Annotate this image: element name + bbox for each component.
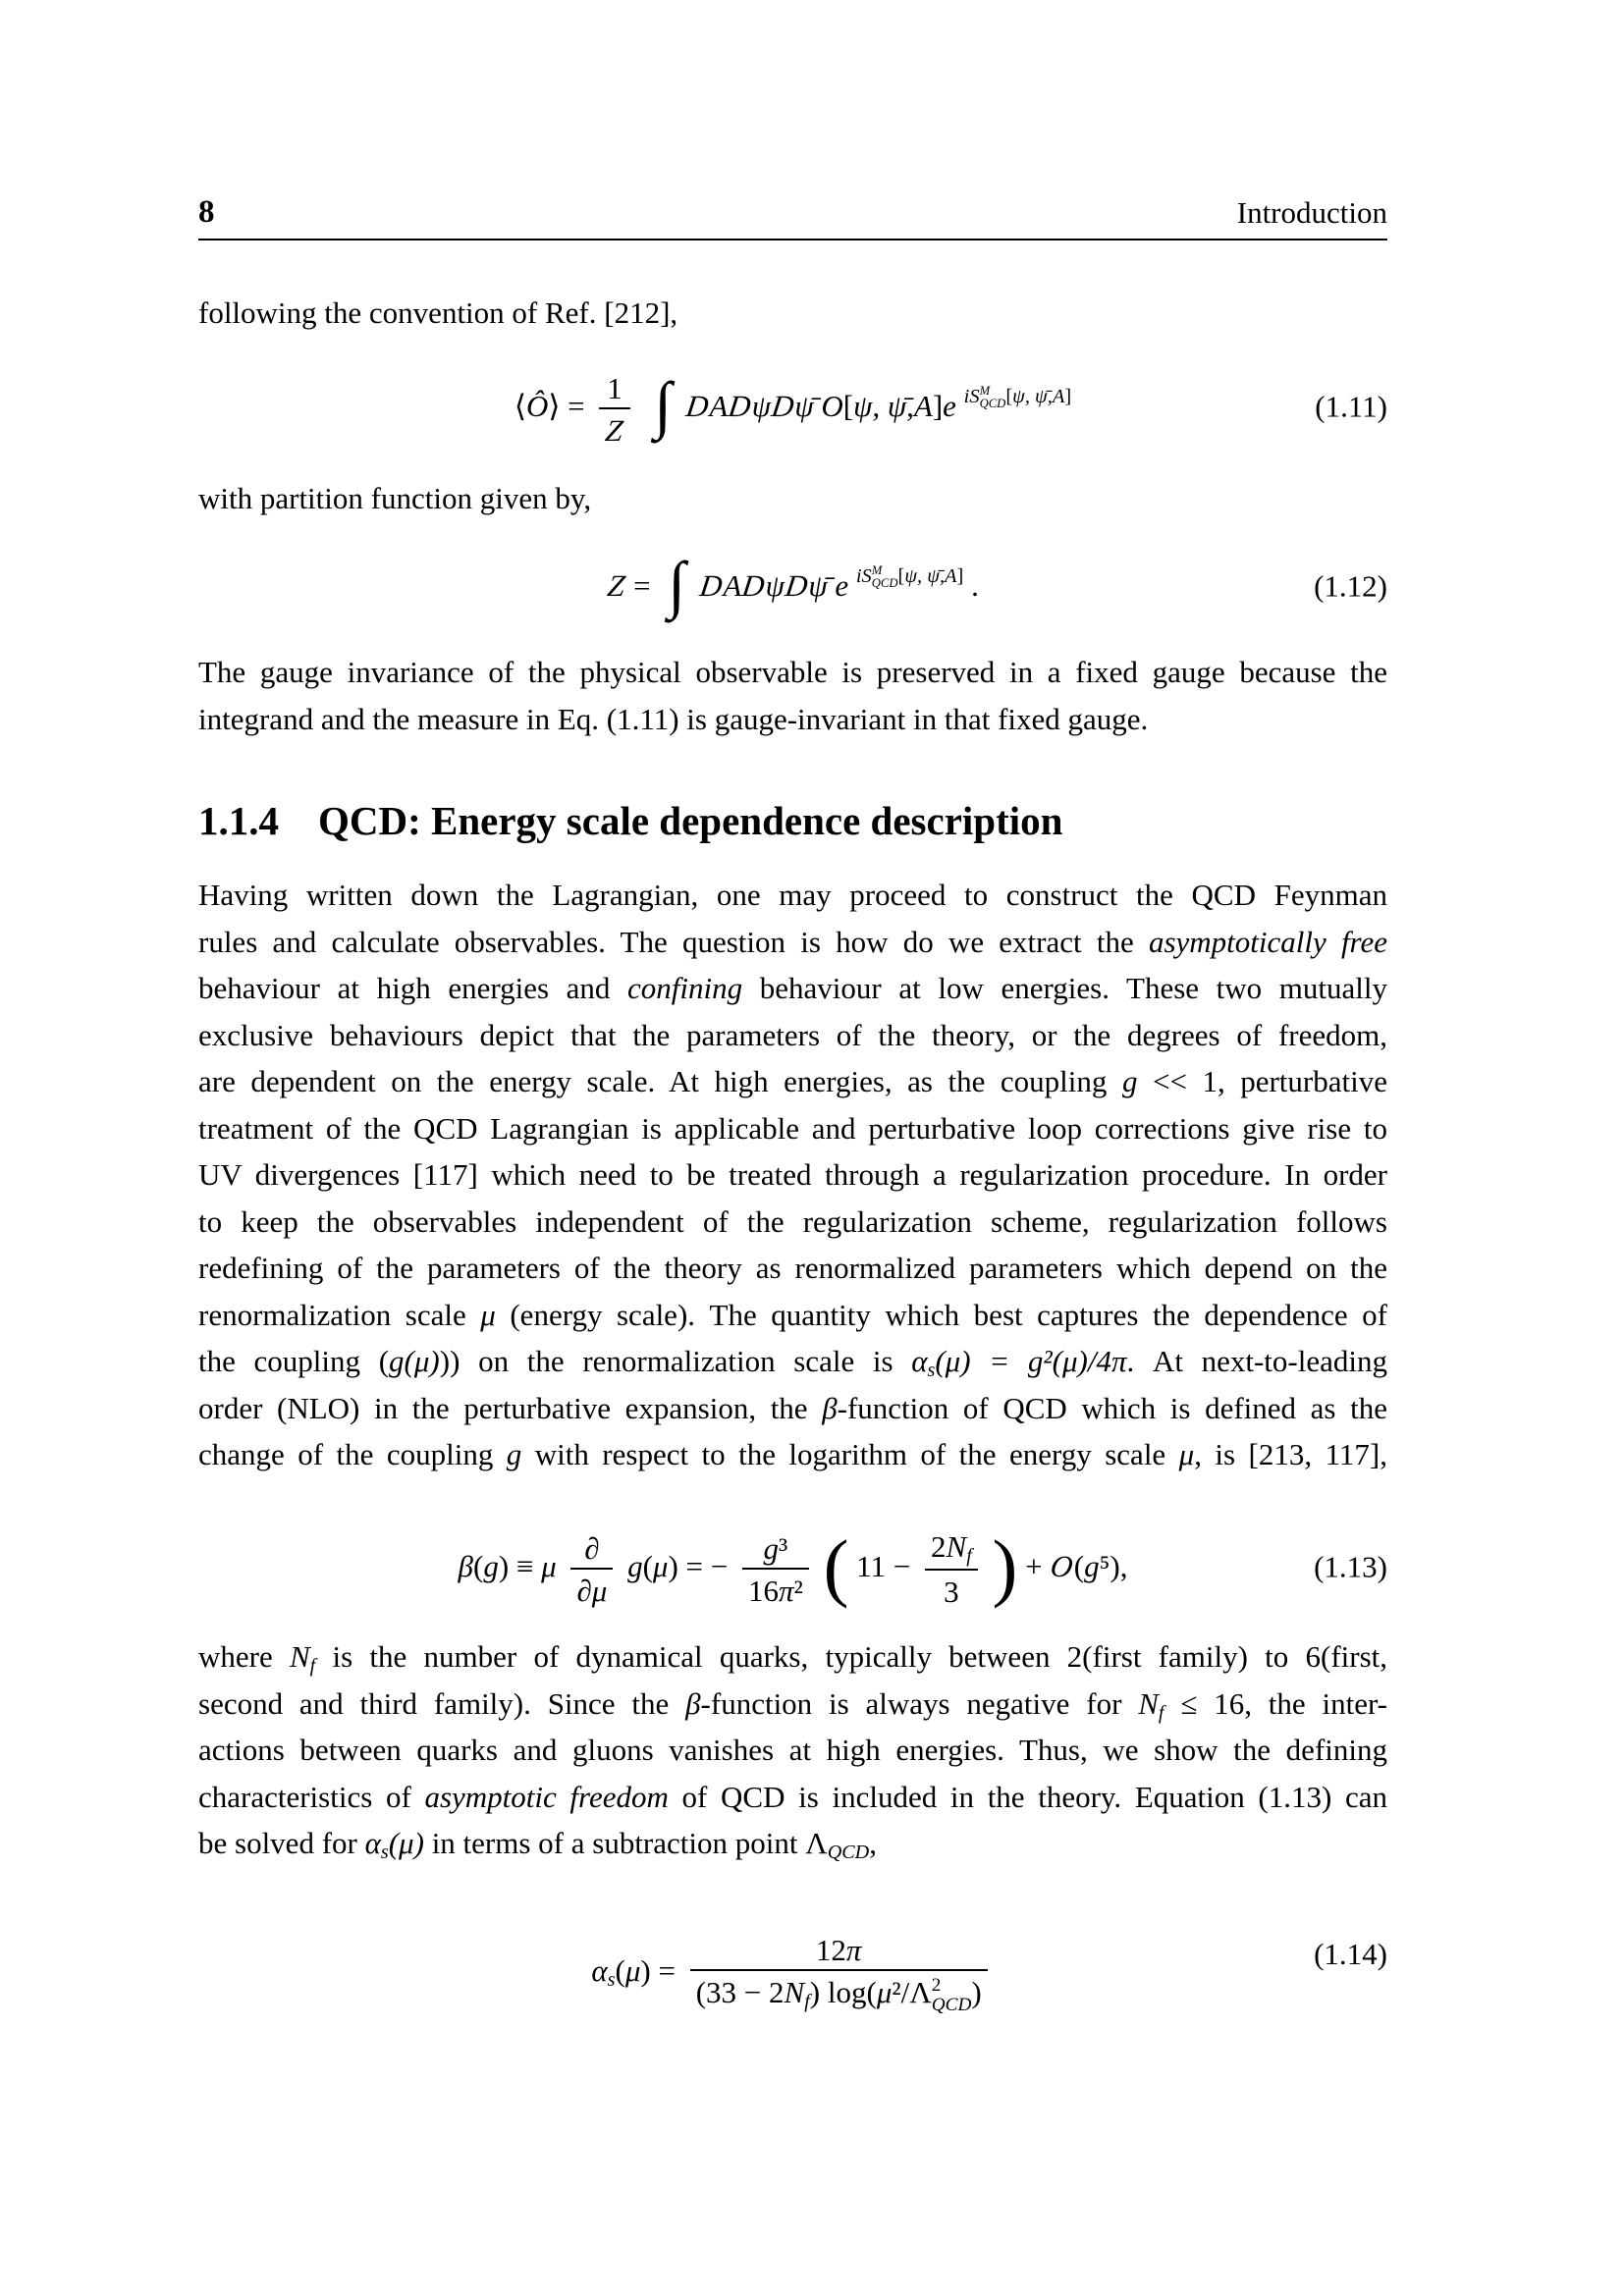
equation-1-11 xyxy=(198,353,1387,459)
fraction-denominator: 3 xyxy=(925,1569,978,1610)
section-heading xyxy=(198,797,1387,845)
text-line: rules and calculate observables. The question is how do we extract the asymptotically free xyxy=(198,924,1387,959)
math-tail: + O(g⁵), xyxy=(1025,1549,1128,1583)
equation-1-12 xyxy=(198,538,1387,634)
text-line: Having written down the Lagrangian, one may proceed to construct the QCD Feynman xyxy=(198,878,1387,912)
text-line: integrand and the measure in Eq. (1.11) is gauge-invariant in that fixed gauge. xyxy=(198,701,1149,736)
supsub-stack xyxy=(932,1976,972,2015)
text-line: to keep the observables independent of the regularization scheme, regularization follows xyxy=(198,1203,1387,1239)
running-header-title: Introduction xyxy=(1236,195,1387,230)
text-line: renormalization scale μ (energy scale). The quantity which best captures the dependence of xyxy=(198,1297,1388,1332)
text-line: The gauge invariance of the physical observable is preserved in a fixed gauge because the xyxy=(198,655,1387,689)
math-middle: g(μ) = − xyxy=(627,1549,729,1583)
body-paragraph-2 xyxy=(198,1633,1387,1867)
fraction-denominator: 16π² xyxy=(742,1568,809,1609)
partition-text-line: with partition function given by, xyxy=(198,481,592,515)
text-line: second and third family). Since the β-function is always negative for $N_f \le 16$, the inter- xyxy=(198,1685,1387,1724)
exponent-prefix: iS xyxy=(855,564,872,587)
stack-subscript: QCD xyxy=(931,1995,972,2016)
fraction-numerator: 12π xyxy=(815,1933,862,1968)
equation-1-13 xyxy=(198,1508,1387,1626)
math-lhs: ⟨Ô⟩ = xyxy=(514,389,585,423)
intro-text-line: following the convention of Ref. [212], xyxy=(198,295,678,330)
fraction xyxy=(690,1932,988,2015)
denominator-close: ) xyxy=(971,1975,982,2010)
equation-number: (1.13) xyxy=(1314,1549,1387,1584)
fraction-denominator: ∂μ xyxy=(570,1568,613,1609)
text-line: redefining of the parameters of the theory as renormalized parameters which depend on the xyxy=(198,1251,1387,1285)
fraction-numerator: $2N_f$ xyxy=(931,1529,972,1568)
math-period: . xyxy=(971,568,979,603)
text-line: exclusive behaviours depict that the parameters of the theory, or the degrees of freedom, xyxy=(198,1017,1387,1052)
stack-superscript: M xyxy=(979,383,991,398)
gauge-paragraph xyxy=(198,649,1387,742)
text-line: the coupling (g(μ))) on the renormalization scale is $\alpha_s(\mu) = g^2(\mu)/4\pi$. At next-to-leading xyxy=(198,1344,1387,1382)
text-line: UV divergences [117] which need to be treated through a regularization procedure. In order xyxy=(198,1157,1387,1192)
math-lhs: β(g) ≡ μ xyxy=(458,1549,557,1583)
fraction xyxy=(599,370,629,449)
body-paragraph-1 xyxy=(198,872,1387,1478)
page-header xyxy=(198,196,1387,229)
stack-superscript: 2 xyxy=(931,1975,942,1997)
equation-content: Z = ∫ DADψDψ̄ e $^{iS M QCD [\psi, \psī,A]}$ . xyxy=(605,549,979,620)
equation-1-14 xyxy=(198,1902,1387,2040)
equation-content xyxy=(198,1902,1387,2049)
exponent-prefix: iS xyxy=(963,385,980,407)
text-line: are dependent on the energy scale. At high energies, as the coupling g << 1, perturbative xyxy=(198,1064,1387,1098)
denominator-text: $(33 - 2N_f)$ log(μ²/Λ xyxy=(695,1975,932,2013)
text-line: behaviour at high energies and confining behaviour at low energies. These two mutually xyxy=(198,971,1387,1005)
fraction xyxy=(925,1528,978,1610)
equation-number: (1.11) xyxy=(1315,389,1387,424)
equation-content: β(g) ≡ μ $\frac{\partial}{\partial\mu}$ g(μ) = − $\frac{\text{g³}}{\text{16π²}}$ ( 11 − $\frac{2N_f}{3}$ ) + O(g⁵), xyxy=(458,1523,1128,1610)
fraction-denominator: Z xyxy=(599,407,629,449)
math-integrand: DADψDψ̄ e xyxy=(697,568,849,603)
text-line: treatment of the QCD Lagrangian is applicable and perturbative loop corrections give rise to xyxy=(198,1110,1387,1146)
fraction-numerator: 1 xyxy=(607,370,623,405)
equation-number: (1.14) xyxy=(1314,1937,1387,1971)
math-lhs: Z = xyxy=(605,568,651,603)
equation-content: ⟨Ô⟩ = $\frac{1}{Z}$ ∫ DADψDψ̄ O[ψ, ψ̄,A]e $^{iS M QCD [\psi, \psī,A]}$ xyxy=(514,369,1072,448)
equation-number: (1.12) xyxy=(1314,568,1387,604)
text-line: change of the coupling g with respect to the logarithm of the energy scale μ, is [213, 117], xyxy=(198,1437,1387,1471)
stack-subscript: QCD xyxy=(979,397,1006,410)
exponent-argument: [ψ, ψ̄,A] xyxy=(897,564,964,587)
fraction-numerator: g³ xyxy=(763,1530,788,1566)
fraction xyxy=(570,1530,613,1609)
supsub-stack xyxy=(980,385,1006,411)
page-number: 8 xyxy=(198,194,215,230)
math-inner: 11 − xyxy=(856,1549,918,1583)
section-title: QCD: Energy scale dependence description xyxy=(318,798,1063,843)
math-integrand: DADψDψ̄ O[ψ, ψ̄,A]e xyxy=(683,389,956,423)
text-line: order (NLO) in the perturbative expansion, the β-function of QCD which is defined as the xyxy=(198,1390,1387,1425)
text-line: actions between quarks and gluons vanishes at high energies. Thus, we show the defining xyxy=(198,1733,1387,1767)
fraction-numerator: ∂ xyxy=(584,1530,600,1566)
text-line: be solved for $\alpha_s(\mu)$ in terms of a subtraction point $\Lambda_{QCD}$, xyxy=(198,1826,877,1864)
math-exponent xyxy=(963,383,1072,410)
section-number: 1.1.4 xyxy=(198,798,279,843)
text-line: characteristics of asymptotic freedom of QCD is included in the theory. Equation (1.13) can xyxy=(198,1779,1388,1814)
math-exponent xyxy=(855,562,964,590)
supsub-stack xyxy=(872,564,898,591)
exponent-argument: [ψ, ψ̄,A] xyxy=(1005,385,1072,407)
fraction xyxy=(742,1530,809,1609)
header-rule xyxy=(198,239,1387,240)
fraction-denominator xyxy=(690,1969,988,2015)
stack-subscript: QCD xyxy=(871,576,898,590)
math-lhs: $\alpha_s(\mu)$ = xyxy=(591,1953,676,1992)
stack-superscript: M xyxy=(871,562,883,577)
text-line: where $N_f$ is the number of dynamical quarks, typically between 2(first family) to 6(first, xyxy=(198,1639,1388,1678)
